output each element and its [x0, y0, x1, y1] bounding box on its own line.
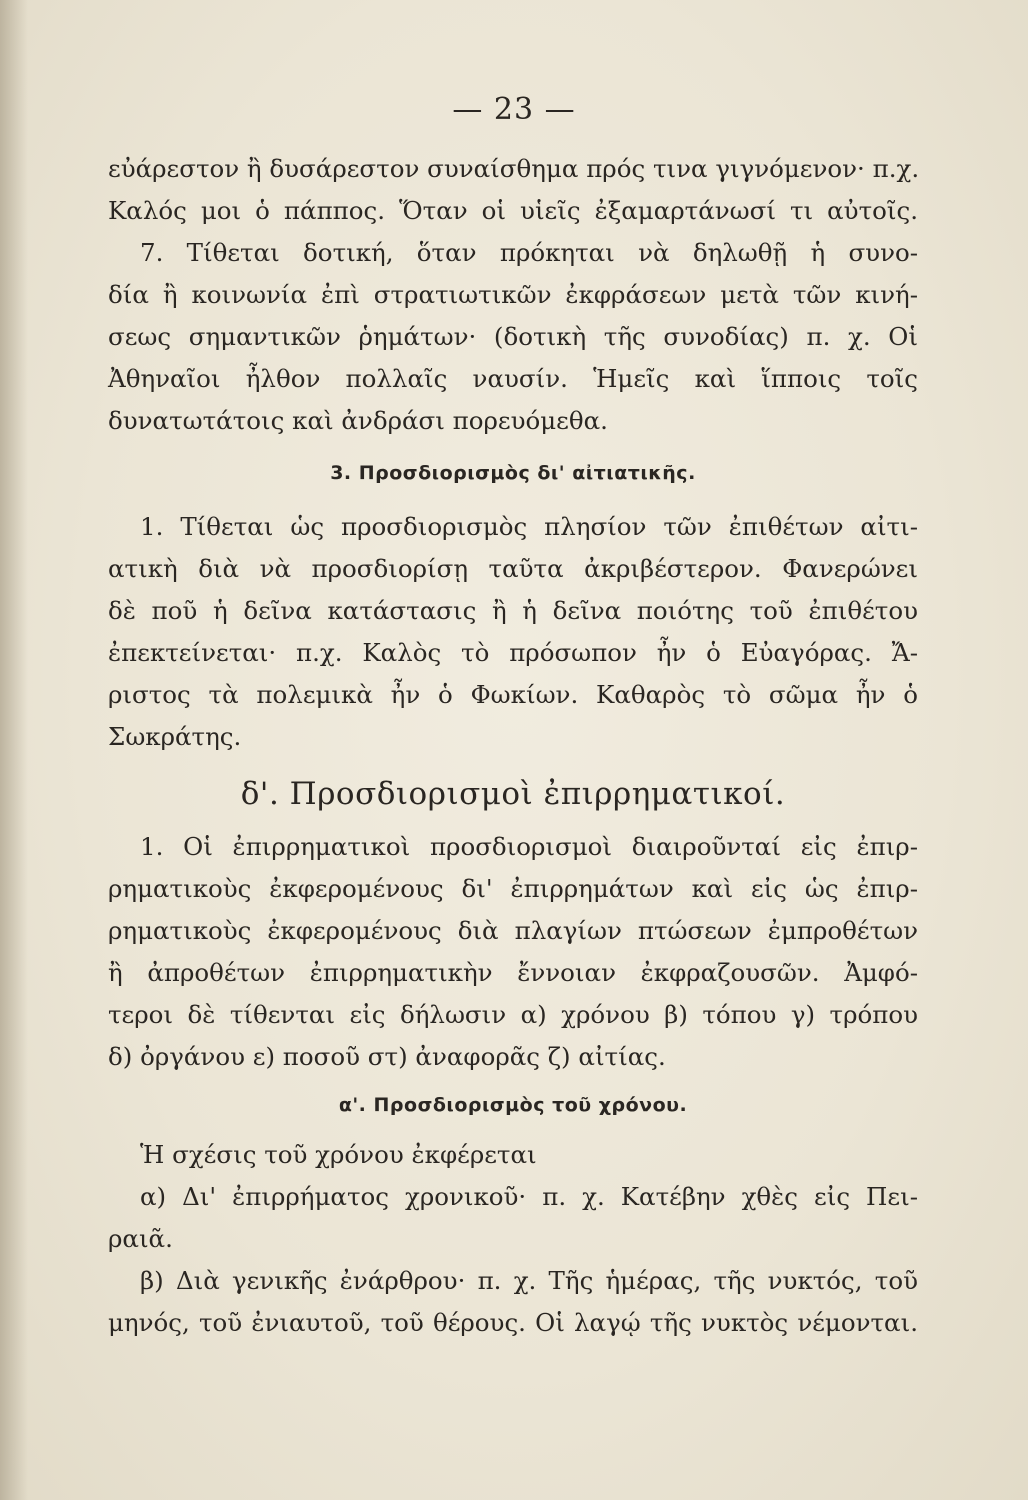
text-line: δυνατωτάτοις καὶ ἀνδράσι πορευόμεθα.: [108, 406, 608, 435]
text-line: δ) ὀργάνου ε) ποσοῦ στ) ἀναφορᾶς ζ) αἰτίας.: [108, 1042, 666, 1071]
text-line: Καλός μοι ὁ πάππος. Ὅταν οἱ υἱεῖς ἐξαμαρτάνωσί τι αὐτοῖς.: [108, 196, 918, 225]
text-line: Ἀθηναῖοι ἦλθον πολλαῖς ναυσίν. Ἡμεῖς καὶ ἵπποις τοῖς: [108, 364, 918, 393]
text-line: 7. Τίθεται δοτική, ὅταν πρόκηται νὰ δηλωθῇ ἡ συνο-: [140, 238, 918, 267]
text-line: ἢ ἀπροθέτων ἐπιρρηματικὴν ἔννοιαν ἐκφραζουσῶν. Ἀμφό-: [108, 958, 918, 987]
body-text: [108, 148, 918, 1344]
text-line: 1. Τίθεται ὡς προσδιορισμὸς πλησίον τῶν ἐπιθέτων αἰτι-: [140, 512, 918, 541]
section-heading-delta: δ'. Προσδιορισμοὶ ἐπιρρηματικοί.: [240, 776, 786, 812]
text-line: β) Διὰ γενικῆς ἐνάρθρου· π. χ. Τῆς ἡμέρας, τῆς νυκτός, τοῦ: [140, 1266, 918, 1295]
text-line: Σωκράτης.: [108, 722, 242, 751]
text-line: ραιᾶ.: [108, 1224, 173, 1253]
text-line: εὐάρεστον ἢ δυσάρεστον συναίσθημα πρός τινα γιγνόμενον· π.χ.: [108, 154, 920, 183]
text-line: 1. Οἱ ἐπιρρηματικοὶ προσδιορισμοὶ διαιροῦνταί εἰς ἐπιρ-: [140, 832, 918, 861]
text-line: τεροι δὲ τίθενται εἰς δήλωσιν α) χρόνου β) τόπου γ) τρόπου: [108, 1000, 918, 1029]
text-line: μηνός, τοῦ ἐνιαυτοῦ, τοῦ θέρους. Οἱ λαγῴ τῆς νυκτὸς νέμονται.: [108, 1308, 918, 1337]
text-line: Ἡ σχέσις τοῦ χρόνου ἐκφέρεται: [140, 1140, 537, 1169]
section-heading-3: 3. Προσδιορισμὸς δι' αἰτιατικῆς.: [330, 462, 696, 484]
text-line: ρηματικοὺς ἐκφερομένους δι' ἐπιρρημάτων καὶ εἰς ὡς ἐπιρ-: [108, 874, 918, 903]
text-line: ρηματικοὺς ἐκφερομένους διὰ πλαγίων πτώσεων ἐμπροθέτων: [108, 916, 918, 945]
text-line: ἐπεκτείνεται· π.χ. Καλὸς τὸ πρόσωπον ἦν ὁ Εὐαγόρας. Ἄ-: [108, 638, 918, 667]
text-line: ατικὴ διὰ νὰ προσδιορίσῃ ταῦτα ἀκριβέστερον. Φανερώνει: [108, 554, 918, 583]
text-line: δία ἢ κοινωνία ἐπὶ στρατιωτικῶν ἐκφράσεων μετὰ τῶν κινή-: [108, 280, 918, 309]
page-edge-shadow: [0, 0, 28, 1500]
text-line: α) Δι' ἐπιρρήματος χρονικοῦ· π. χ. Κατέβην χθὲς εἰς Πει-: [140, 1182, 918, 1211]
text-line: σεως σημαντικῶν ῥημάτων· (δοτικὴ τῆς συνοδίας) π. χ. Οἱ: [108, 322, 918, 351]
page-number: — 23 —: [452, 92, 576, 127]
text-line: δὲ ποῦ ἡ δεῖνα κατάστασις ἢ ἡ δεῖνα ποιότης τοῦ ἐπιθέτου: [108, 596, 918, 625]
text-line: ριστος τὰ πολεμικὰ ἦν ὁ Φωκίων. Καθαρὸς τὸ σῶμα ἦν ὁ: [108, 680, 918, 709]
section-heading-alpha: α'. Προσδιορισμὸς τοῦ χρόνου.: [338, 1094, 688, 1116]
